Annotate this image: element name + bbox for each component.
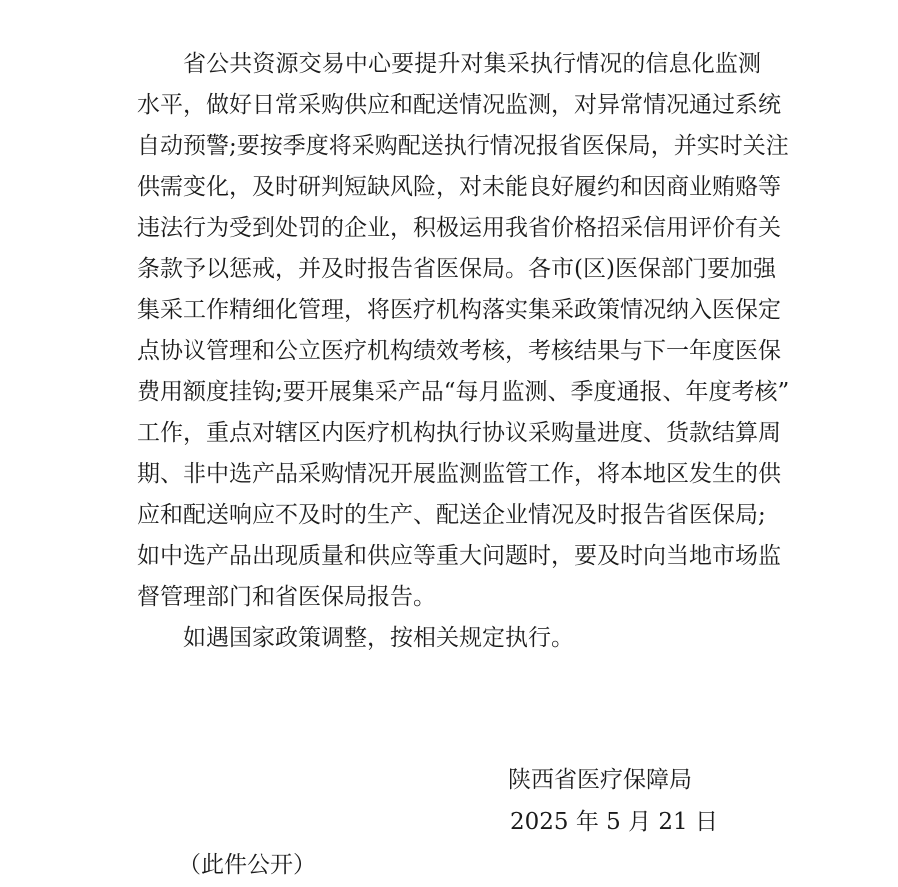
signature-organization: 陕西省医疗保障局 <box>508 767 692 793</box>
paragraph-1-line: 自动预警;要按季度将采购配送执行情况报省医保局，并实时关注 <box>137 133 789 159</box>
paragraph-1-line: 应和配送响应不及时的生产、配送企业情况及时报告省医保局; <box>137 502 766 528</box>
paragraph-1-line: 水平，做好日常采购供应和配送情况监测，对异常情况通过系统 <box>137 92 781 118</box>
paragraph-1-line: 条款予以惩戒，并及时报告省医保局。各市(区)医保部门要加强 <box>137 256 776 282</box>
paragraph-2: 如遇国家政策调整，按相关规定执行。 <box>183 625 574 651</box>
paragraph-1-line: 费用额度挂钩;要开展集采产品“每月监测、季度通报、年度考核” <box>137 379 790 405</box>
paragraph-1-line: 如中选产品出现质量和供应等重大问题时，要及时向当地市场监 <box>137 543 781 569</box>
paragraph-1-line: 点协议管理和公立医疗机构绩效考核，考核结果与下一年度医保 <box>137 338 781 364</box>
paragraph-1-line: 工作，重点对辖区内医疗机构执行协议采购量进度、货款结算周 <box>137 420 781 446</box>
disclosure-note: （此件公开） <box>178 852 316 878</box>
paragraph-1-line: 省公共资源交易中心要提升对集采执行情况的信息化监测 <box>183 51 761 77</box>
signature-date: 2025 年 5 月 21 日 <box>510 809 718 835</box>
paragraph-1-line: 供需变化，及时研判短缺风险，对未能良好履约和因商业贿赂等 <box>137 174 781 200</box>
paragraph-1-line: 期、非中选产品采购情况开展监测监管工作，将本地区发生的供 <box>137 461 781 487</box>
paragraph-1-line: 督管理部门和省医保局报告。 <box>137 584 436 610</box>
paragraph-1-line: 违法行为受到处罚的企业，积极运用我省价格招采信用评价有关 <box>137 215 781 241</box>
paragraph-1-line: 集采工作精细化管理，将医疗机构落实集采政策情况纳入医保定 <box>137 297 781 323</box>
